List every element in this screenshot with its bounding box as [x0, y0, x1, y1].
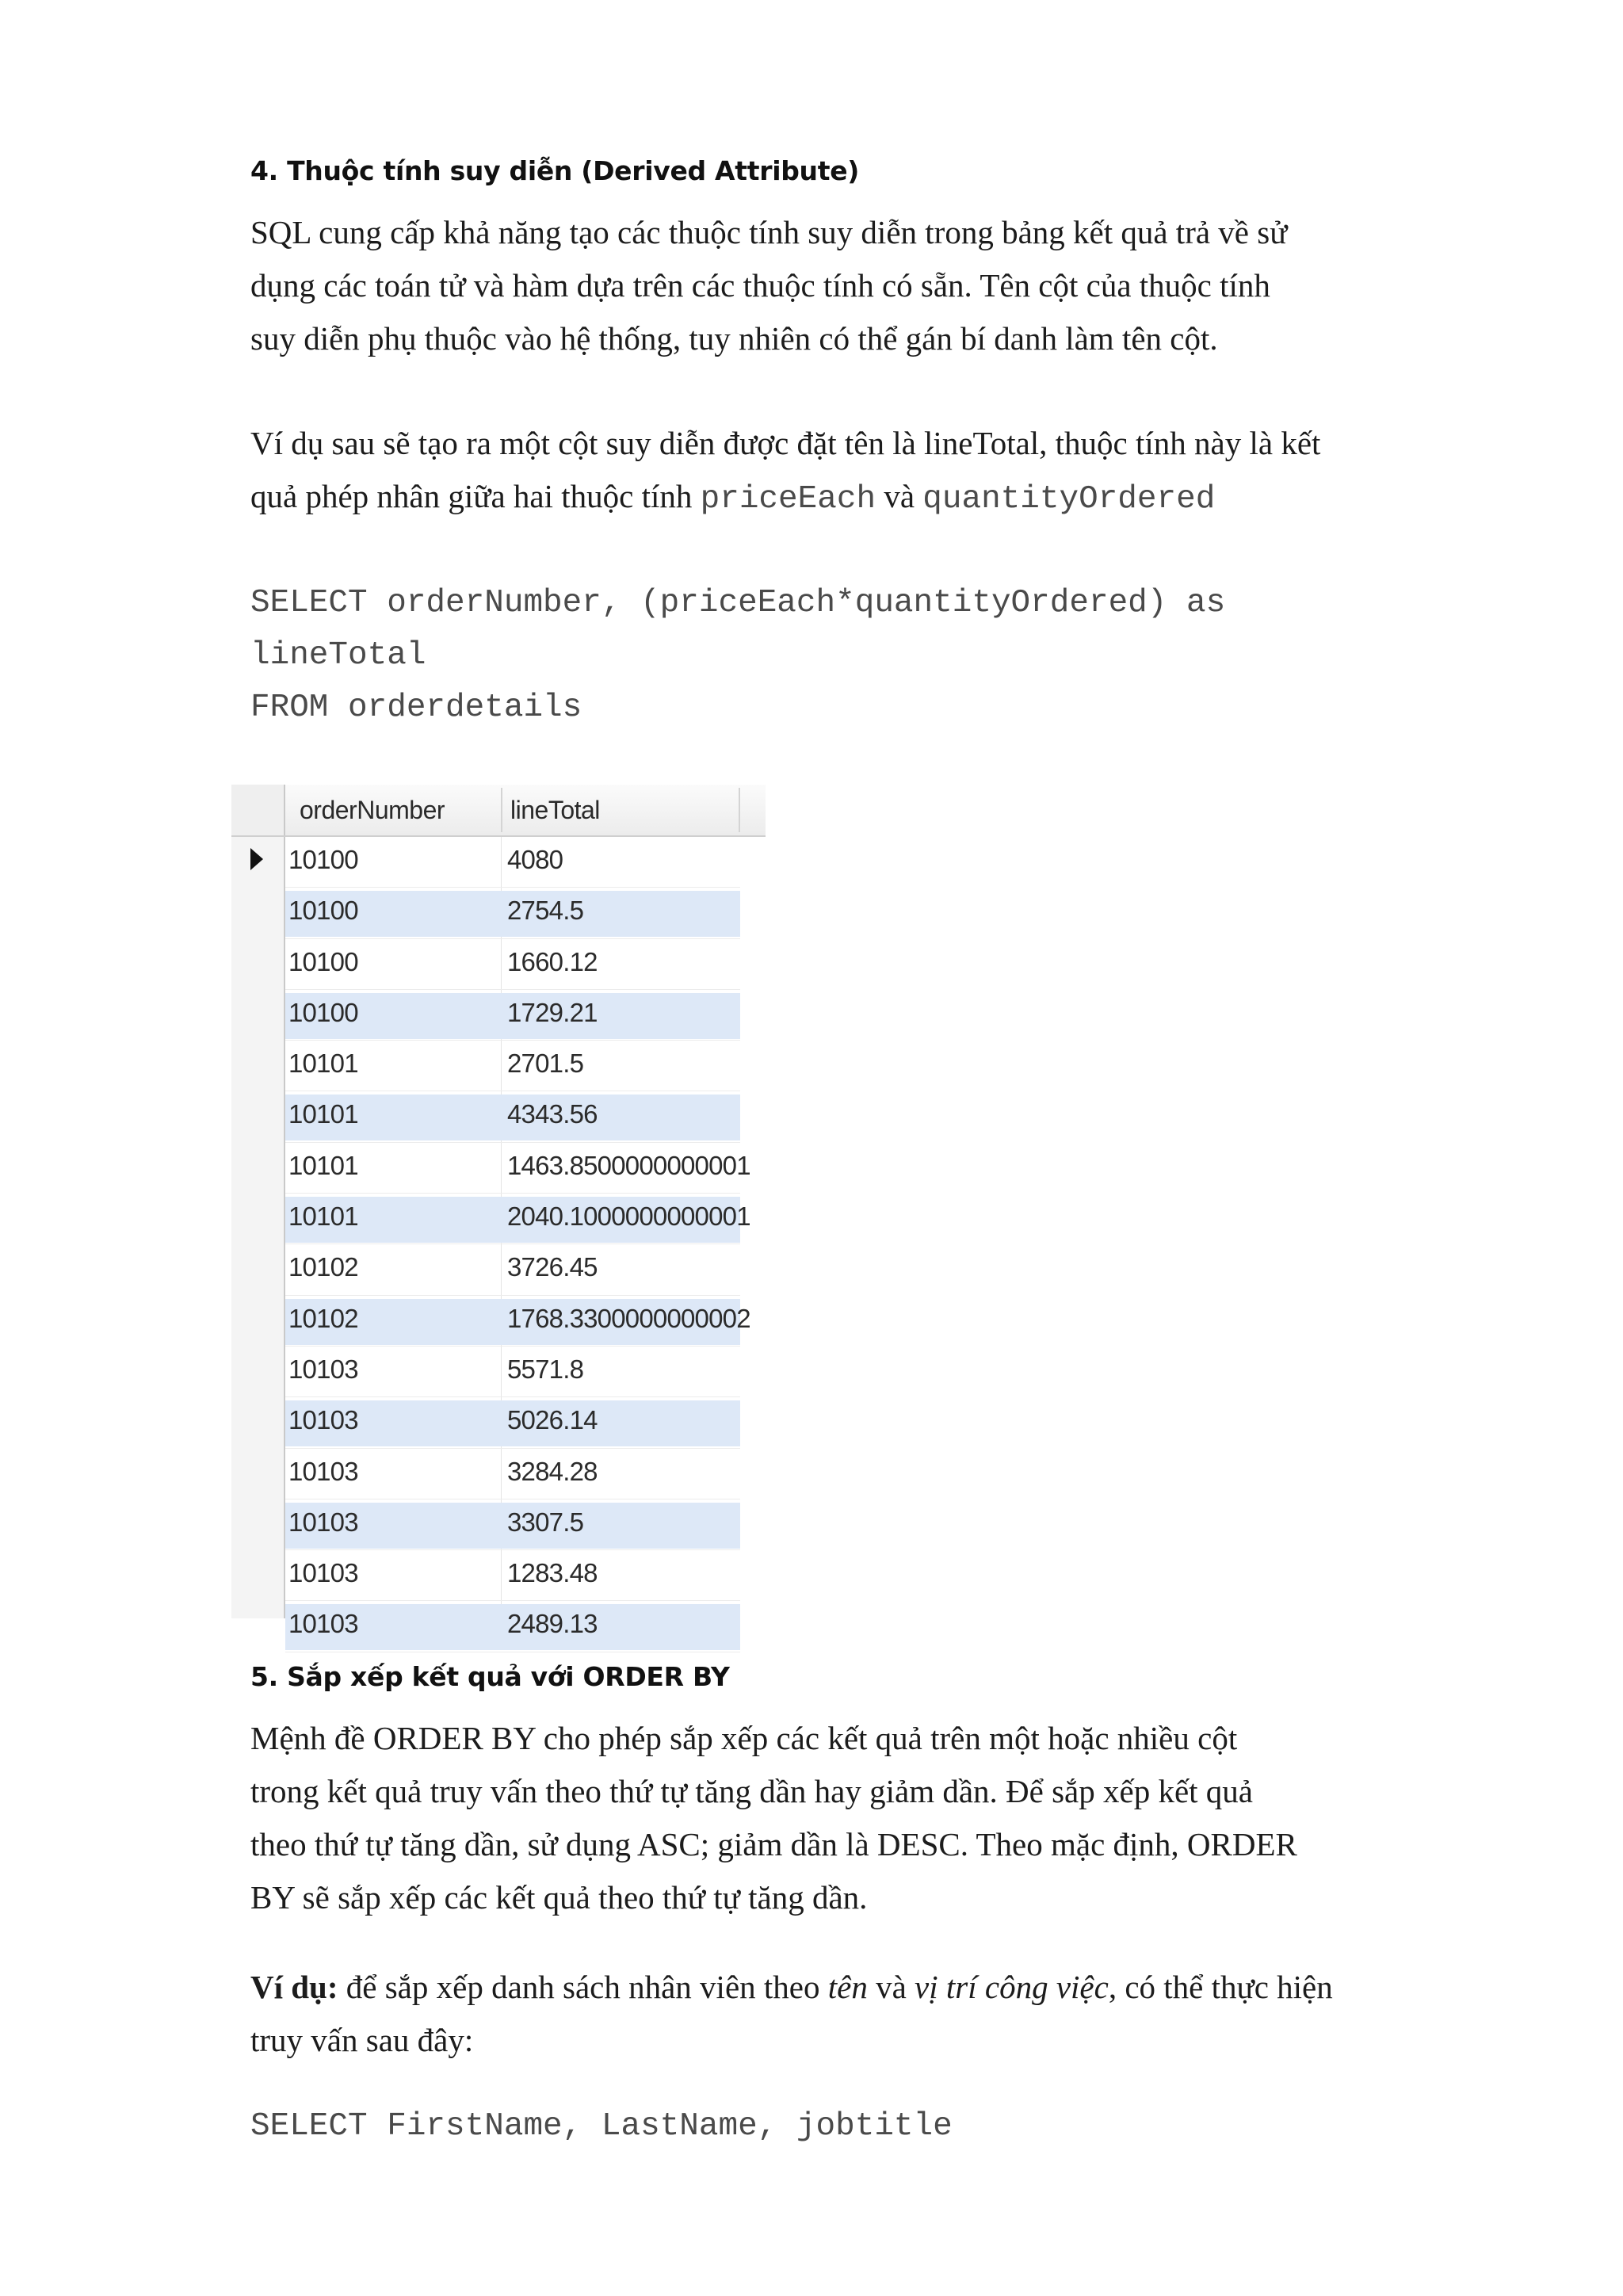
grid-header — [231, 785, 766, 837]
cell-ordernumber[interactable]: 10100 — [288, 896, 358, 926]
emphasis: tên — [827, 1969, 868, 2005]
sql-code-line: SELECT FirstName, LastName, jobtitle — [250, 2108, 953, 2145]
cell-linetotal[interactable]: 3726.45 — [507, 1252, 598, 1282]
table-row[interactable] — [285, 1347, 766, 1397]
text-fragment: , có thể thực hiện — [1108, 1969, 1333, 2005]
text-fragment: và — [876, 478, 923, 514]
code-line: lineTotal — [250, 637, 426, 674]
table-row[interactable] — [285, 1296, 766, 1347]
cell-linetotal[interactable]: 2489.13 — [507, 1609, 598, 1639]
example-label: Ví dụ: — [250, 1969, 338, 2005]
cell-linetotal[interactable]: 3307.5 — [507, 1507, 584, 1537]
table-row[interactable] — [285, 1194, 766, 1244]
cell-ordernumber[interactable]: 10103 — [288, 1354, 358, 1384]
table-row[interactable] — [285, 1041, 766, 1091]
column-header-ordernumber[interactable]: orderNumber — [300, 796, 445, 824]
cell-linetotal[interactable]: 4343.56 — [507, 1099, 598, 1129]
section-5-heading: 5. Sắp xếp kết quả với ORDER BY — [250, 1661, 730, 1692]
cell-linetotal[interactable]: 2754.5 — [507, 896, 584, 926]
example-paragraph — [250, 417, 1320, 526]
inline-code: quantityOrdered — [922, 481, 1216, 518]
column-header-linetotal[interactable]: lineTotal — [510, 796, 600, 824]
text-fragment: quả phép nhân giữa hai thuộc tính — [250, 478, 701, 514]
cell-ordernumber[interactable]: 10101 — [288, 1049, 358, 1079]
section-4-heading: 4. Thuộc tính suy diễn (Derived Attribute) — [250, 155, 860, 186]
example-2-paragraph — [250, 1961, 1333, 2067]
table-row[interactable] — [285, 837, 766, 888]
cell-ordernumber[interactable]: 10102 — [288, 1303, 358, 1333]
cell-linetotal[interactable]: 1463.8500000000001 — [507, 1150, 750, 1180]
paragraph-line: suy diễn phụ thuộc vào hệ thống, tuy nhiên có thể gán bí danh làm tên cột. — [250, 320, 1218, 357]
result-grid — [231, 785, 766, 1639]
cell-linetotal[interactable]: 5571.8 — [507, 1354, 584, 1384]
cell-linetotal[interactable]: 1283.48 — [507, 1558, 598, 1588]
cell-ordernumber[interactable]: 10100 — [288, 946, 358, 976]
cell-ordernumber[interactable]: 10101 — [288, 1150, 358, 1180]
cell-linetotal[interactable]: 5026.14 — [507, 1405, 598, 1435]
row-header-gutter — [231, 785, 285, 1618]
table-row[interactable] — [285, 1550, 766, 1601]
table-row[interactable] — [285, 1449, 766, 1499]
text-fragment: để sắp xếp danh sách nhân viên theo — [338, 1969, 828, 2005]
column-separator — [501, 788, 502, 832]
paragraph-line: dụng các toán tử và hàm dựa trên các thuộc tính có sẵn. Tên cột của thuộc tính — [250, 267, 1270, 304]
cell-linetotal[interactable]: 1768.3300000000002 — [507, 1303, 750, 1333]
cell-ordernumber[interactable]: 10103 — [288, 1456, 358, 1486]
grid-corner — [231, 785, 285, 835]
table-row[interactable] — [285, 939, 766, 990]
table-row[interactable] — [285, 1499, 766, 1550]
code-line: SELECT orderNumber, (priceEach*quantityOrdered) as — [250, 585, 1226, 621]
current-row-arrow-icon — [250, 848, 263, 870]
cell-ordernumber[interactable]: 10103 — [288, 1609, 358, 1639]
paragraph-line: Mệnh đề ORDER BY cho phép sắp xếp các kết quả trên một hoặc nhiều cột — [250, 1720, 1238, 1756]
emphasis: vị trí công việc — [915, 1969, 1109, 2005]
cell-ordernumber[interactable]: 10101 — [288, 1099, 358, 1129]
paragraph-line — [250, 470, 1320, 526]
table-row[interactable] — [285, 990, 766, 1041]
paragraph-line: theo thứ tự tăng dần, sử dụng ASC; giảm dần là DESC. Theo mặc định, ORDER — [250, 1826, 1297, 1862]
paragraph-line: SQL cung cấp khả năng tạo các thuộc tính suy diễn trong bảng kết quả trả về sử — [250, 214, 1288, 250]
cell-ordernumber[interactable]: 10103 — [288, 1405, 358, 1435]
table-row[interactable] — [285, 1091, 766, 1142]
paragraph-line: BY sẽ sắp xếp các kết quả theo thứ tự tăng dần. — [250, 1879, 868, 1916]
paragraph-line: truy vấn sau đây: — [250, 2022, 474, 2058]
cell-ordernumber[interactable]: 10101 — [288, 1201, 358, 1232]
cell-ordernumber[interactable]: 10103 — [288, 1558, 358, 1588]
inline-code: priceEach — [700, 481, 876, 518]
paragraph-line — [250, 1961, 1333, 2014]
table-row[interactable] — [285, 1244, 766, 1295]
cell-linetotal[interactable]: 2701.5 — [507, 1049, 584, 1079]
cell-linetotal[interactable]: 2040.1000000000001 — [507, 1201, 750, 1232]
code-line: FROM orderdetails — [250, 690, 582, 726]
table-row[interactable] — [285, 888, 766, 938]
column-separator — [739, 788, 740, 832]
grid-body — [285, 837, 766, 1652]
cell-ordernumber[interactable]: 10100 — [288, 997, 358, 1027]
cell-ordernumber[interactable]: 10100 — [288, 845, 358, 874]
cell-linetotal[interactable]: 1660.12 — [507, 946, 598, 976]
text-fragment: và — [867, 1969, 915, 2005]
cell-ordernumber[interactable]: 10103 — [288, 1507, 358, 1537]
section-4-paragraph — [250, 206, 1287, 365]
paragraph-line: trong kết quả truy vấn theo thứ tự tăng dần hay giảm dần. Để sắp xếp kết quả — [250, 1773, 1253, 1809]
paragraph-line: Ví dụ sau sẽ tạo ra một cột suy diễn được đặt tên là lineTotal, thuộc tính này là kết — [250, 425, 1321, 461]
section-5-paragraph — [250, 1712, 1297, 1924]
sql-code-block — [250, 577, 1225, 734]
table-row[interactable] — [285, 1601, 766, 1652]
cell-linetotal[interactable]: 1729.21 — [507, 997, 598, 1027]
cell-linetotal[interactable]: 4080 — [507, 845, 563, 874]
cell-ordernumber[interactable]: 10102 — [288, 1252, 358, 1282]
table-row[interactable] — [285, 1397, 766, 1448]
cell-linetotal[interactable]: 3284.28 — [507, 1456, 598, 1486]
table-row[interactable] — [285, 1143, 766, 1194]
